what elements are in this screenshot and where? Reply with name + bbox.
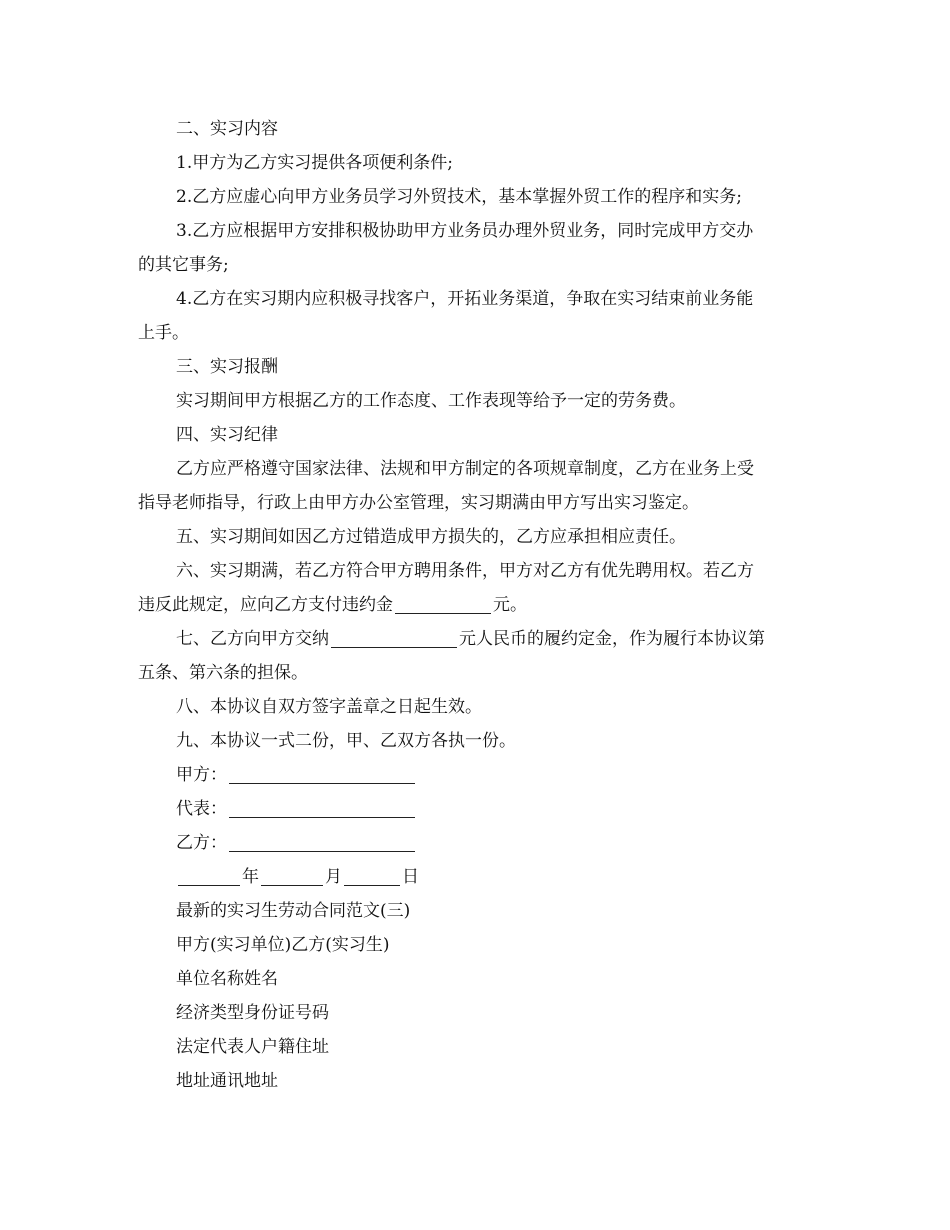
date-year-blank [178, 867, 240, 886]
section-six-line-2 [138, 588, 812, 622]
field-address: 地址通讯地址 [176, 1071, 278, 1091]
clause-4-line-2: 上手。 [138, 323, 189, 343]
clause-4-line-1: 4.乙方在实习期内应积极寻找客户，开拓业务渠道，争取在实习结束前业务能 [176, 289, 754, 309]
pay-paragraph: 实习期间甲方根据乙方的工作态度、工作表现等给予一定的劳务费。 [176, 391, 686, 411]
signature-party-b [138, 826, 812, 860]
section-seven-line-1 [138, 622, 812, 656]
field-legal-representative: 法定代表人户籍住址 [176, 1037, 329, 1057]
section-nine: 九、本协议一式二份，甲、乙双方各执一份。 [176, 731, 516, 751]
section-six-line-1: 六、实习期满，若乙方符合甲方聘用条件，甲方对乙方有优先聘用权。若乙方 [176, 561, 754, 581]
date-year-label: 年 [242, 867, 259, 887]
section-heading-content: 二、实习内容 [176, 119, 278, 139]
signature-date [138, 860, 812, 894]
section-heading-pay: 三、实习报酬 [176, 357, 278, 377]
discipline-line-1: 乙方应严格遵守国家法律、法规和甲方制定的各项规章制度，乙方在业务上受 [176, 459, 754, 479]
discipline-line-2: 指导老师指导，行政上由甲方办公室管理，实习期满由甲方写出实习鉴定。 [138, 493, 699, 513]
date-day-blank [344, 867, 400, 886]
party-a-label: 甲方： [176, 765, 227, 785]
section-five: 五、实习期间如因乙方过错造成甲方损失的，乙方应承担相应责任。 [176, 527, 686, 547]
field-unit-name: 单位名称姓名 [176, 969, 278, 989]
date-month-label: 月 [325, 867, 342, 887]
date-day-label: 日 [402, 867, 419, 887]
section-seven-text-a: 七、乙方向甲方交纳 [176, 629, 329, 649]
field-economic-type: 经济类型身份证号码 [176, 1003, 329, 1023]
section-eight: 八、本协议自双方签字盖章之日起生效。 [176, 697, 482, 717]
section-seven-text-b: 元人民币的履约定金，作为履行本协议第 [459, 629, 765, 649]
representative-signature-blank [229, 799, 415, 818]
deposit-amount-blank [331, 629, 457, 648]
clause-3-line-1: 3.乙方应根据甲方安排积极协助甲方业务员办理外贸业务，同时完成甲方交办 [176, 221, 754, 241]
signature-party-a [138, 758, 812, 792]
clause-1: 1.甲方为乙方实习提供各项便利条件; [176, 153, 453, 173]
clause-2: 2.乙方应虚心向甲方业务员学习外贸技术，基本掌握外贸工作的程序和实务; [176, 187, 742, 207]
section-six-text: 违反此规定，应向乙方支付违约金 [138, 595, 393, 615]
penalty-amount-blank [395, 595, 491, 614]
party-a-signature-blank [229, 765, 415, 784]
section-heading-discipline: 四、实习纪律 [176, 425, 278, 445]
party-b-signature-blank [229, 833, 415, 852]
parties-header: 甲方(实习单位)乙方(实习生) [176, 935, 390, 955]
section-six-unit: 元。 [493, 595, 527, 615]
signature-representative [138, 792, 812, 826]
party-b-label: 乙方： [176, 833, 227, 853]
section-seven-line-2: 五条、第六条的担保。 [138, 663, 308, 683]
date-month-blank [261, 867, 323, 886]
clause-3-line-2: 的其它事务; [138, 255, 229, 275]
contract-title-three: 最新的实习生劳动合同范文(三) [176, 901, 411, 921]
representative-label: 代表： [176, 799, 227, 819]
